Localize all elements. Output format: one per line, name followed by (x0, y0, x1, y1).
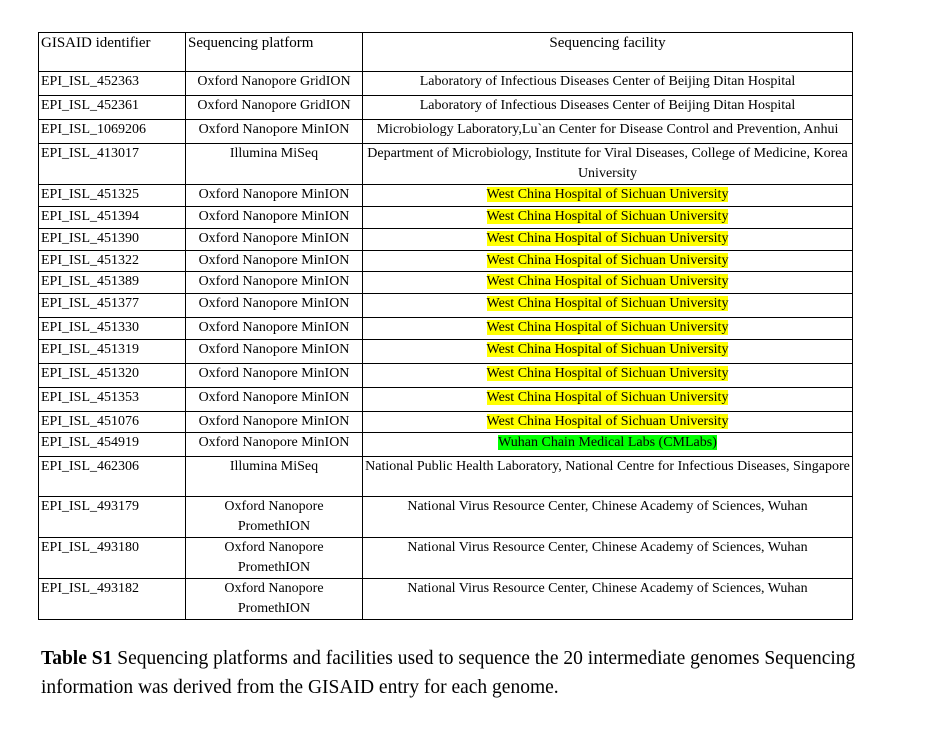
facility-cell (363, 538, 853, 579)
header-gisaid-identifier: GISAID identifier (39, 33, 186, 72)
facility-cell-text: West China Hospital of Sichuan University (486, 414, 729, 429)
platform-cell (186, 144, 363, 185)
facility-cell (363, 294, 853, 318)
facility-cell-text: West China Hospital of Sichuan University (486, 187, 729, 202)
platform-cell-text: Oxford Nanopore MinION (198, 414, 350, 429)
platform-cell (186, 364, 363, 388)
platform-cell (186, 318, 363, 340)
caption-label: Table S1 (41, 648, 113, 669)
platform-cell-text: Oxford Nanopore MinION (198, 187, 350, 202)
gisaid-id-cell-text: EPI_ISL_493179 (41, 499, 139, 514)
facility-cell-text: Wuhan Chain Medical Labs (CMLabs) (498, 435, 717, 450)
facility-cell-text: National Virus Resource Center, Chinese Academy of Sciences, Wuhan (407, 581, 808, 596)
facility-cell (363, 579, 853, 620)
table-row (39, 538, 853, 579)
gisaid-id-cell-text: EPI_ISL_451390 (41, 231, 139, 246)
platform-cell-text: Oxford Nanopore MinION (198, 435, 350, 450)
table-row (39, 96, 853, 120)
gisaid-id-cell-text: EPI_ISL_451330 (41, 320, 139, 335)
header-sequencing-facility: Sequencing facility (363, 33, 853, 72)
facility-cell (363, 72, 853, 96)
gisaid-id-cell (39, 72, 186, 96)
platform-cell (186, 272, 363, 294)
platform-cell-text: Illumina MiSeq (229, 146, 319, 161)
facility-cell (363, 229, 853, 251)
gisaid-id-cell (39, 120, 186, 144)
facility-cell (363, 388, 853, 412)
gisaid-id-cell-text: EPI_ISL_451076 (41, 414, 139, 429)
gisaid-id-cell (39, 412, 186, 433)
gisaid-id-cell-text: EPI_ISL_493180 (41, 540, 139, 555)
gisaid-id-cell (39, 340, 186, 364)
facility-cell (363, 364, 853, 388)
gisaid-id-cell-text: EPI_ISL_451319 (41, 342, 139, 357)
table-row (39, 294, 853, 318)
platform-cell-text: Oxford Nanopore MinION (198, 253, 350, 268)
gisaid-id-cell (39, 272, 186, 294)
gisaid-id-cell-text: EPI_ISL_451325 (41, 187, 139, 202)
gisaid-id-cell (39, 294, 186, 318)
facility-cell (363, 185, 853, 207)
gisaid-id-cell (39, 318, 186, 340)
gisaid-id-cell-text: EPI_ISL_451389 (41, 274, 139, 289)
gisaid-id-cell-text: EPI_ISL_451320 (41, 366, 139, 381)
gisaid-id-cell (39, 579, 186, 620)
facility-cell (363, 340, 853, 364)
gisaid-id-cell (39, 433, 186, 457)
table-row (39, 144, 853, 185)
facility-cell-text: West China Hospital of Sichuan University (486, 342, 729, 357)
table-row (39, 433, 853, 457)
table-row (39, 185, 853, 207)
platform-cell-text: Oxford Nanopore PromethION (224, 499, 324, 534)
gisaid-id-cell-text: EPI_ISL_451322 (41, 253, 139, 268)
table-row (39, 272, 853, 294)
platform-cell-text: Oxford Nanopore MinION (198, 320, 350, 335)
facility-cell (363, 497, 853, 538)
table-row (39, 318, 853, 340)
facility-cell (363, 412, 853, 433)
platform-cell (186, 538, 363, 579)
gisaid-id-cell (39, 251, 186, 272)
gisaid-id-cell-text: EPI_ISL_451353 (41, 390, 139, 405)
facility-cell-text: West China Hospital of Sichuan University (486, 390, 729, 405)
table-row (39, 72, 853, 96)
platform-cell-text: Oxford Nanopore MinION (198, 342, 350, 357)
platform-cell (186, 207, 363, 229)
platform-cell-text: Oxford Nanopore MinION (198, 296, 350, 311)
table-row (39, 497, 853, 538)
gisaid-id-cell (39, 457, 186, 497)
table-caption (41, 644, 901, 702)
facility-cell-text: Microbiology Laboratory,Lu`an Center for Disease Control and Prevention, Anhui (376, 122, 839, 137)
platform-cell-text: Oxford Nanopore PromethION (224, 540, 324, 575)
gisaid-id-cell (39, 207, 186, 229)
platform-cell (186, 96, 363, 120)
table-row (39, 412, 853, 433)
facility-cell-text: West China Hospital of Sichuan University (486, 231, 729, 246)
platform-cell-text: Oxford Nanopore GridION (197, 74, 351, 89)
facility-cell-text: West China Hospital of Sichuan University (486, 209, 729, 224)
table-row (39, 207, 853, 229)
sequencing-table (38, 32, 853, 620)
platform-cell-text: Illumina MiSeq (229, 459, 319, 474)
facility-cell (363, 96, 853, 120)
table-row (39, 388, 853, 412)
table-row (39, 229, 853, 251)
gisaid-id-cell (39, 144, 186, 185)
facility-cell (363, 144, 853, 185)
facility-cell-text: Laboratory of Infectious Diseases Center of Beijing Ditan Hospital (419, 74, 796, 89)
platform-cell (186, 185, 363, 207)
platform-cell (186, 497, 363, 538)
gisaid-id-cell (39, 229, 186, 251)
caption-text: Sequencing platforms and facilities used to sequence the 20 intermediate genomes Sequencing information was derived from the GISAID entry for each genome. (41, 648, 856, 698)
table-body (39, 72, 853, 620)
gisaid-id-cell (39, 538, 186, 579)
platform-cell-text: Oxford Nanopore MinION (198, 366, 350, 381)
platform-cell (186, 294, 363, 318)
gisaid-id-cell-text: EPI_ISL_454919 (41, 435, 139, 450)
gisaid-id-cell (39, 388, 186, 412)
facility-cell (363, 272, 853, 294)
table-row (39, 457, 853, 497)
gisaid-id-cell-text: EPI_ISL_1069206 (41, 122, 146, 137)
platform-cell (186, 120, 363, 144)
gisaid-id-cell (39, 185, 186, 207)
gisaid-id-cell (39, 364, 186, 388)
platform-cell-text: Oxford Nanopore MinION (198, 231, 350, 246)
facility-cell (363, 433, 853, 457)
facility-cell-text: West China Hospital of Sichuan University (486, 366, 729, 381)
table-row (39, 340, 853, 364)
platform-cell-text: Oxford Nanopore MinION (198, 274, 350, 289)
platform-cell (186, 388, 363, 412)
table-row (39, 251, 853, 272)
gisaid-id-cell-text: EPI_ISL_462306 (41, 459, 139, 474)
gisaid-id-cell-text: EPI_ISL_493182 (41, 581, 139, 596)
platform-cell-text: Oxford Nanopore PromethION (224, 581, 324, 616)
gisaid-id-cell (39, 497, 186, 538)
table-row (39, 364, 853, 388)
gisaid-id-cell-text: EPI_ISL_451394 (41, 209, 139, 224)
facility-cell-text: Laboratory of Infectious Diseases Center of Beijing Ditan Hospital (419, 98, 796, 113)
platform-cell (186, 229, 363, 251)
facility-cell-text: National Public Health Laboratory, National Centre for Infectious Diseases, Singapore (365, 459, 850, 474)
table-row (39, 120, 853, 144)
facility-cell-text: West China Hospital of Sichuan University (486, 253, 729, 268)
facility-cell (363, 457, 853, 497)
gisaid-id-cell (39, 96, 186, 120)
facility-cell-text: National Virus Resource Center, Chinese Academy of Sciences, Wuhan (407, 499, 808, 514)
gisaid-id-cell-text: EPI_ISL_413017 (41, 146, 139, 161)
facility-cell-text: West China Hospital of Sichuan University (486, 296, 729, 311)
facility-cell (363, 120, 853, 144)
facility-cell-text: West China Hospital of Sichuan University (486, 274, 729, 289)
facility-cell-text: National Virus Resource Center, Chinese Academy of Sciences, Wuhan (407, 540, 808, 555)
facility-cell-text: West China Hospital of Sichuan University (486, 320, 729, 335)
facility-cell (363, 207, 853, 229)
facility-cell (363, 251, 853, 272)
platform-cell (186, 412, 363, 433)
gisaid-id-cell-text: EPI_ISL_452361 (41, 98, 139, 113)
platform-cell (186, 251, 363, 272)
platform-cell-text: Oxford Nanopore MinION (198, 209, 350, 224)
facility-cell (363, 318, 853, 340)
platform-cell (186, 433, 363, 457)
table-row (39, 579, 853, 620)
platform-cell-text: Oxford Nanopore GridION (197, 98, 351, 113)
platform-cell-text: Oxford Nanopore MinION (198, 390, 350, 405)
platform-cell (186, 340, 363, 364)
gisaid-id-cell-text: EPI_ISL_451377 (41, 296, 139, 311)
platform-cell-text: Oxford Nanopore MinION (198, 122, 350, 137)
platform-cell (186, 72, 363, 96)
table-header-row (39, 33, 853, 72)
platform-cell (186, 457, 363, 497)
gisaid-id-cell-text: EPI_ISL_452363 (41, 74, 139, 89)
platform-cell (186, 579, 363, 620)
facility-cell-text: Department of Microbiology, Institute for Viral Diseases, College of Medicine, Korea University (367, 146, 848, 181)
header-sequencing-platform: Sequencing platform (186, 33, 363, 72)
